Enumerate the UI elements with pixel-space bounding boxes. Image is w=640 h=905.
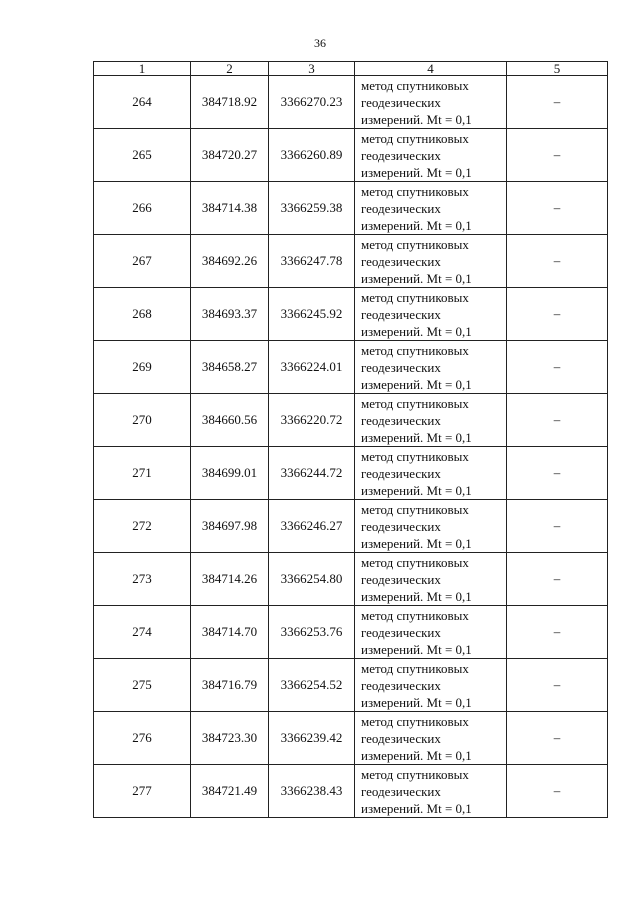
y-coordinate-value: 3366259.38 <box>280 200 343 215</box>
y-coordinate-cell <box>269 500 355 553</box>
point-number-value: 266 <box>132 200 152 215</box>
method-cell <box>355 394 507 447</box>
page-number: 36 <box>314 36 326 50</box>
method-line-3: измерений. Mt = 0,1 <box>361 376 472 392</box>
x-coordinate-value: 384658.27 <box>201 359 258 374</box>
point-number-value: 270 <box>132 412 152 427</box>
x-coordinate-cell <box>191 606 269 659</box>
table-row <box>94 129 608 182</box>
y-coordinate-value: 3366220.72 <box>280 412 343 427</box>
point-number-value: 277 <box>132 783 152 798</box>
x-coordinate-cell <box>191 182 269 235</box>
column-5-cell <box>507 341 608 394</box>
method-line-2: геодезических <box>361 147 441 163</box>
column-5-cell <box>507 235 608 288</box>
point-number-value: 276 <box>132 730 152 745</box>
method-line-1: метод спутниковых <box>361 554 469 570</box>
method-line-1: метод спутниковых <box>361 183 469 199</box>
method-line-2: геодезических <box>361 677 441 693</box>
x-coordinate-value: 384723.30 <box>201 730 258 745</box>
x-coordinate-value: 384714.38 <box>201 200 258 215</box>
method-cell <box>355 129 507 182</box>
x-coordinate-cell <box>191 76 269 129</box>
point-number-cell <box>94 182 191 235</box>
point-number-cell <box>94 500 191 553</box>
method-line-1: метод спутниковых <box>361 342 469 358</box>
table-row <box>94 394 608 447</box>
column-5-cell <box>507 765 608 818</box>
method-cell <box>355 553 507 606</box>
y-coordinate-cell <box>269 288 355 341</box>
column-5-cell <box>507 182 608 235</box>
column-5-value: – <box>553 306 561 321</box>
point-number-value: 269 <box>132 359 152 374</box>
method-line-2: геодезических <box>361 624 441 640</box>
column-5-cell <box>507 394 608 447</box>
y-coordinate-cell <box>269 129 355 182</box>
method-line-2: геодезических <box>361 783 441 799</box>
column-5-cell <box>507 553 608 606</box>
x-coordinate-value: 384697.98 <box>201 518 258 533</box>
y-coordinate-value: 3366247.78 <box>280 253 343 268</box>
x-coordinate-cell <box>191 500 269 553</box>
point-number-cell <box>94 129 191 182</box>
method-line-2: геодезических <box>361 94 441 110</box>
point-number-value: 273 <box>132 571 152 586</box>
method-line-3: измерений. Mt = 0,1 <box>361 111 472 127</box>
table-header <box>94 62 608 76</box>
y-coordinate-cell <box>269 606 355 659</box>
x-coordinate-value: 384714.26 <box>201 571 258 586</box>
column-5-value: – <box>553 253 561 268</box>
column-5-cell <box>507 76 608 129</box>
header-col-5: 5 <box>507 62 608 76</box>
method-line-3: измерений. Mt = 0,1 <box>361 641 472 657</box>
method-line-2: геодезических <box>361 359 441 375</box>
point-number-cell <box>94 394 191 447</box>
y-coordinate-value: 3366239.42 <box>280 730 343 745</box>
point-number-cell <box>94 235 191 288</box>
point-number-cell <box>94 447 191 500</box>
method-line-3: измерений. Mt = 0,1 <box>361 588 472 604</box>
column-5-value: – <box>553 147 561 162</box>
table-body <box>94 76 608 818</box>
x-coordinate-cell <box>191 129 269 182</box>
y-coordinate-value: 3366260.89 <box>280 147 343 162</box>
method-line-2: геодезических <box>361 730 441 746</box>
y-coordinate-value: 3366254.80 <box>280 571 343 586</box>
table-row <box>94 341 608 394</box>
y-coordinate-cell <box>269 76 355 129</box>
x-coordinate-value: 384714.70 <box>201 624 258 639</box>
method-line-1: метод спутниковых <box>361 660 469 676</box>
x-coordinate-cell <box>191 235 269 288</box>
table-row <box>94 712 608 765</box>
method-line-2: геодезических <box>361 253 441 269</box>
method-line-2: геодезических <box>361 518 441 534</box>
method-line-3: измерений. Mt = 0,1 <box>361 800 472 816</box>
x-coordinate-cell <box>191 394 269 447</box>
x-coordinate-cell <box>191 765 269 818</box>
method-line-3: измерений. Mt = 0,1 <box>361 535 472 551</box>
y-coordinate-cell <box>269 659 355 712</box>
y-coordinate-cell <box>269 235 355 288</box>
method-line-1: метод спутниковых <box>361 130 469 146</box>
x-coordinate-value: 384699.01 <box>201 465 258 480</box>
point-number-cell <box>94 341 191 394</box>
x-coordinate-cell <box>191 447 269 500</box>
y-coordinate-cell <box>269 341 355 394</box>
table-row <box>94 765 608 818</box>
table-row <box>94 288 608 341</box>
header-col-3: 3 <box>269 62 355 76</box>
method-cell <box>355 288 507 341</box>
column-5-value: – <box>553 624 561 639</box>
point-number-cell <box>94 76 191 129</box>
point-number-cell <box>94 765 191 818</box>
method-cell <box>355 500 507 553</box>
method-cell <box>355 76 507 129</box>
x-coordinate-value: 384716.79 <box>201 677 258 692</box>
column-5-value: – <box>553 94 561 109</box>
point-number-value: 265 <box>132 147 152 162</box>
y-coordinate-value: 3366224.01 <box>280 359 343 374</box>
y-coordinate-value: 3366253.76 <box>280 624 343 639</box>
table-row <box>94 659 608 712</box>
point-number-value: 272 <box>132 518 152 533</box>
y-coordinate-cell <box>269 182 355 235</box>
table-row <box>94 182 608 235</box>
column-5-value: – <box>553 783 561 798</box>
point-number-value: 274 <box>132 624 152 639</box>
method-line-3: измерений. Mt = 0,1 <box>361 747 472 763</box>
method-line-3: измерений. Mt = 0,1 <box>361 429 472 445</box>
point-number-value: 267 <box>132 253 152 268</box>
method-cell <box>355 659 507 712</box>
method-line-3: измерений. Mt = 0,1 <box>361 217 472 233</box>
method-line-1: метод спутниковых <box>361 607 469 623</box>
method-cell <box>355 606 507 659</box>
method-line-3: измерений. Mt = 0,1 <box>361 482 472 498</box>
table-row <box>94 553 608 606</box>
column-5-cell <box>507 288 608 341</box>
method-cell <box>355 182 507 235</box>
method-line-3: измерений. Mt = 0,1 <box>361 164 472 180</box>
table-row <box>94 500 608 553</box>
column-5-cell <box>507 659 608 712</box>
column-5-cell <box>507 606 608 659</box>
table-row <box>94 76 608 129</box>
x-coordinate-value: 384721.49 <box>201 783 258 798</box>
column-5-cell <box>507 447 608 500</box>
method-line-1: метод спутниковых <box>361 77 469 93</box>
point-number-cell <box>94 288 191 341</box>
column-5-value: – <box>553 677 561 692</box>
method-cell <box>355 235 507 288</box>
method-cell <box>355 341 507 394</box>
column-5-cell <box>507 712 608 765</box>
method-line-1: метод спутниковых <box>361 766 469 782</box>
method-line-2: геодезических <box>361 200 441 216</box>
y-coordinate-cell <box>269 553 355 606</box>
method-cell <box>355 765 507 818</box>
x-coordinate-value: 384660.56 <box>201 412 258 427</box>
method-line-1: метод спутниковых <box>361 448 469 464</box>
x-coordinate-value: 384718.92 <box>201 94 258 109</box>
method-line-2: геодезических <box>361 306 441 322</box>
point-number-cell <box>94 606 191 659</box>
header-col-1: 1 <box>94 62 191 76</box>
method-line-2: геодезических <box>361 571 441 587</box>
y-coordinate-value: 3366238.43 <box>280 783 343 798</box>
method-cell <box>355 447 507 500</box>
y-coordinate-cell <box>269 765 355 818</box>
x-coordinate-value: 384693.37 <box>201 306 258 321</box>
x-coordinate-cell <box>191 712 269 765</box>
method-cell <box>355 712 507 765</box>
y-coordinate-value: 3366254.52 <box>280 677 343 692</box>
y-coordinate-value: 3366245.92 <box>280 306 343 321</box>
y-coordinate-cell <box>269 712 355 765</box>
method-line-2: геодезических <box>361 465 441 481</box>
point-number-cell <box>94 659 191 712</box>
point-number-value: 275 <box>132 677 152 692</box>
x-coordinate-value: 384692.26 <box>201 253 258 268</box>
x-coordinate-value: 384720.27 <box>201 147 258 162</box>
y-coordinate-value: 3366270.23 <box>280 94 343 109</box>
column-5-value: – <box>553 730 561 745</box>
method-line-3: измерений. Mt = 0,1 <box>361 270 472 286</box>
coordinates-table <box>93 61 608 818</box>
column-5-value: – <box>553 412 561 427</box>
y-coordinate-cell <box>269 447 355 500</box>
method-line-1: метод спутниковых <box>361 395 469 411</box>
point-number-value: 264 <box>132 94 152 109</box>
column-5-value: – <box>553 518 561 533</box>
point-number-value: 271 <box>132 465 152 480</box>
table-row <box>94 447 608 500</box>
header-col-2: 2 <box>191 62 269 76</box>
point-number-cell <box>94 712 191 765</box>
method-line-2: геодезических <box>361 412 441 428</box>
y-coordinate-value: 3366244.72 <box>280 465 343 480</box>
column-5-cell <box>507 500 608 553</box>
column-5-cell <box>507 129 608 182</box>
column-5-value: – <box>553 200 561 215</box>
table-row <box>94 235 608 288</box>
method-line-1: метод спутниковых <box>361 713 469 729</box>
method-line-3: измерений. Mt = 0,1 <box>361 694 472 710</box>
x-coordinate-cell <box>191 341 269 394</box>
y-coordinate-cell <box>269 394 355 447</box>
header-row <box>94 62 608 76</box>
x-coordinate-cell <box>191 288 269 341</box>
column-5-value: – <box>553 571 561 586</box>
method-line-1: метод спутниковых <box>361 289 469 305</box>
method-line-3: измерений. Mt = 0,1 <box>361 323 472 339</box>
method-line-1: метод спутниковых <box>361 236 469 252</box>
method-line-1: метод спутниковых <box>361 501 469 517</box>
column-5-value: – <box>553 465 561 480</box>
table-row <box>94 606 608 659</box>
y-coordinate-value: 3366246.27 <box>280 518 343 533</box>
x-coordinate-cell <box>191 659 269 712</box>
point-number-cell <box>94 553 191 606</box>
point-number-value: 268 <box>132 306 152 321</box>
header-col-4: 4 <box>355 62 507 76</box>
column-5-value: – <box>553 359 561 374</box>
x-coordinate-cell <box>191 553 269 606</box>
